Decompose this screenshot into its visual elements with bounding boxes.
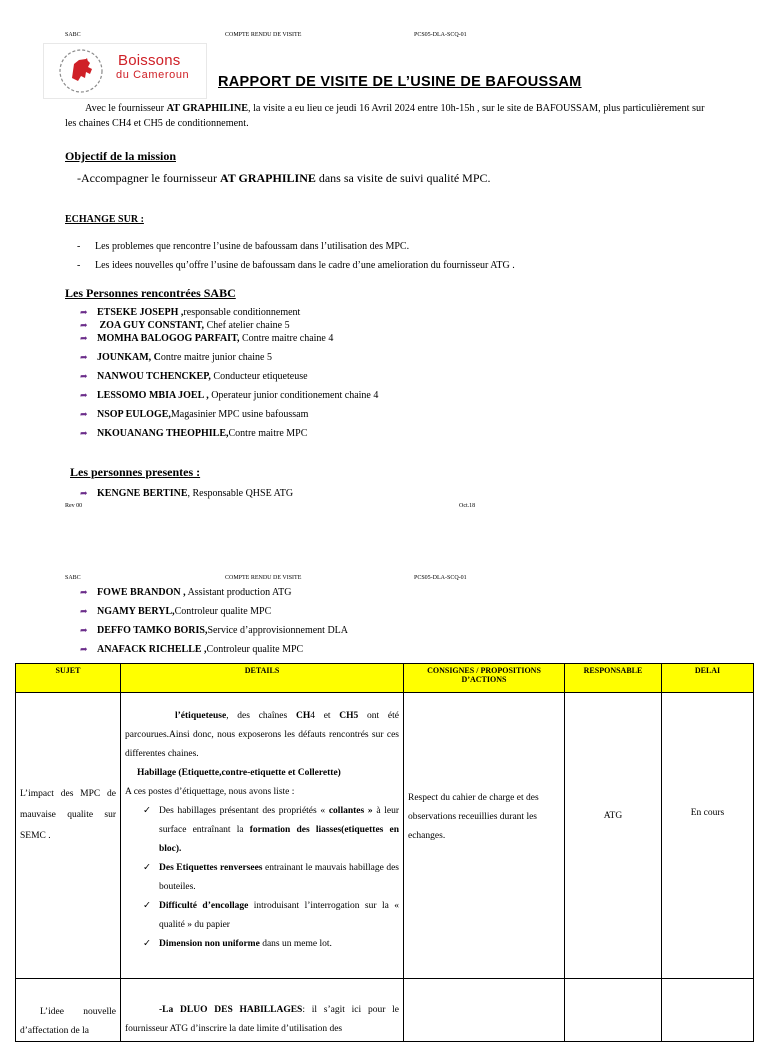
arrow-bullet-icon: ➦ [80, 488, 88, 498]
checkmark-icon: ✓ [143, 806, 151, 816]
responsible-cell: ATG [565, 693, 662, 979]
supplier-name: AT GRAPHILINE [166, 103, 248, 114]
list-item: ➦ NSOP EULOGE,Magasinier MPC usine bafoussam [80, 409, 309, 420]
actions-cell: Respect du cahier de charge et des observations receuillies durant les echanges. [404, 693, 565, 979]
header-left: SABC [65, 32, 81, 38]
logo-text-brand: Boissons [118, 52, 181, 69]
report-title: RAPPORT DE VISITE DE L’USINE DE BAFOUSSAM [218, 74, 582, 90]
arrow-bullet-icon: ➦ [80, 333, 88, 343]
company-logo [43, 43, 207, 99]
column-header-subject: SUJET [16, 664, 121, 693]
checkmark-icon: ✓ [143, 901, 151, 911]
objective-heading: Objectif de la mission [65, 149, 176, 163]
checklist-item: ✓ Des habillages présentant des propriétés « collantes » à leur surface entraînant la formation des liasses(etiquettes en bloc). [125, 802, 399, 859]
checklist-item: ✓ Dimension non uniforme dans un meme lot. [125, 935, 399, 954]
arrow-bullet-icon: ➦ [80, 644, 88, 654]
column-header-responsible: RESPONSABLE [565, 664, 662, 693]
header-center: COMPTE RENDU DE VISITE [225, 575, 302, 581]
list-item: ➦ LESSOMO MBIA JOEL , Operateur junior conditionement chaine 4 [80, 390, 379, 401]
list-item: ➦ ETSEKE JOSEPH ,responsable conditionnement [80, 307, 301, 318]
action-table [15, 663, 754, 1042]
arrow-bullet-icon: ➦ [80, 307, 88, 317]
table-header-row [16, 664, 754, 693]
details-cell: -La DLUO DES HABILLAGES: il s’agit ici pour le fournisseur ATG d’inscrire la date limite d’utilisation des [121, 979, 404, 1042]
list-item: ➦ NKOUANANG THEOPHILE,Contre maitre MPC [80, 428, 308, 439]
column-header-deadline: DELAI [662, 664, 754, 693]
header-left: SABC [65, 575, 81, 581]
header-center: COMPTE RENDU DE VISITE [225, 32, 302, 38]
arrow-bullet-icon: ➦ [80, 371, 88, 381]
footer-left: Rev 00 [65, 503, 83, 509]
responsible-cell [565, 979, 662, 1042]
details-intro: l’étiqueteuse, des chaînes CH4 et CH5 ont été parcourues.Ainsi donc, nous exposerons les défauts rencontrés sur ces differentes chaines. [125, 711, 399, 759]
arrow-bullet-icon: ➦ [80, 320, 88, 330]
details-cell [121, 693, 404, 979]
footer-right: Oct.18 [459, 503, 476, 509]
arrow-bullet-icon: ➦ [80, 390, 88, 400]
column-header-actions: CONSIGNES / PROPOSITIONS D’ACTIONS [404, 664, 565, 693]
checkmark-icon: ✓ [143, 863, 151, 873]
present-heading: Les personnes presentes : [70, 465, 201, 479]
column-header-details: DETAILS [121, 664, 404, 693]
deadline-cell: En cours [662, 693, 754, 979]
checklist-item: ✓ Des Etiquettes renversees entrainant le mauvais habillage des bouteiles. [125, 859, 399, 897]
intro-paragraph: Avec le fournisseur AT GRAPHILINE, la visite a eu lieu ce jeudi 16 Avril 2024 entre 10h-15h , sur le site de BAFOUSSAM, plus particulièrement sur les chaines CH4 et CH5 de conditionnement. [65, 103, 705, 129]
list-item: ➦ NGAMY BERYL,Controleur qualite MPC [80, 606, 272, 617]
table-row [16, 979, 754, 1042]
table-row [16, 693, 754, 979]
lion-emblem-icon [50, 48, 116, 94]
arrow-bullet-icon: ➦ [80, 352, 88, 362]
list-item: ➦ DEFFO TAMKO BORIS,Service d’approvisionnement DLA [80, 625, 349, 636]
arrow-bullet-icon: ➦ [80, 625, 88, 635]
logo-text-country: du Cameroun [116, 69, 190, 81]
header-right: PCS05-DLA-SCQ-01 [414, 32, 467, 38]
arrow-bullet-icon: ➦ [80, 587, 88, 597]
checklist-item: ✓ Difficulté d’encollage introduisant l’interrogation sur la « qualité » du papier [125, 897, 399, 935]
details-heading: Habillage (Etiquette,contre-etiquette et Collerette) [137, 768, 341, 778]
checkmark-icon: ✓ [143, 939, 151, 949]
list-item: ➦ NANWOU TCHENCKEP, Conducteur etiqueteuse [80, 371, 308, 382]
arrow-bullet-icon: ➦ [80, 428, 88, 438]
list-item: ➦ MOMHA BALOGOG PARFAIT, Contre maitre chaine 4 [80, 333, 334, 344]
list-item: - Les idees nouvelles qu’offre l’usine de bafoussam dans le cadre d’une amelioration du fournisseur ATG . [77, 260, 515, 271]
list-item: - Les problemes que rencontre l’usine de bafoussam dans l’utilisation des MPC. [77, 241, 410, 252]
deadline-cell [662, 979, 754, 1042]
list-item: ➦ FOWE BRANDON , Assistant production ATG [80, 587, 292, 598]
subject-cell: L’impact des MPC de mauvaise qualite sur SEMC . [16, 693, 121, 979]
list-item: ➦ JOUNKAM, Contre maitre junior chaine 5 [80, 352, 272, 363]
arrow-bullet-icon: ➦ [80, 409, 88, 419]
met-heading: Les Personnes rencontrées SABC [65, 286, 236, 300]
page-1 [0, 0, 768, 520]
exchange-heading: ECHANGE SUR : [65, 214, 144, 225]
list-item: ➦ KENGNE BERTINE, Responsable QHSE ATG [80, 488, 294, 499]
header-right: PCS05-DLA-SCQ-01 [414, 575, 467, 581]
actions-cell [404, 979, 565, 1042]
list-item: ➦ ZOA GUY CONSTANT, Chef atelier chaine 5 [80, 320, 290, 331]
objective-text: -Accompagner le fournisseur AT GRAPHILINE dans sa visite de suivi qualité MPC. [77, 171, 491, 185]
arrow-bullet-icon: ➦ [80, 606, 88, 616]
subject-cell: L’idee nouvelle d’affectation de la [16, 979, 121, 1042]
list-item: ➦ ANAFACK RICHELLE ,Controleur qualite MPC [80, 644, 304, 655]
details-lead: A ces postes d’étiquettage, nous avons liste : [125, 787, 295, 797]
